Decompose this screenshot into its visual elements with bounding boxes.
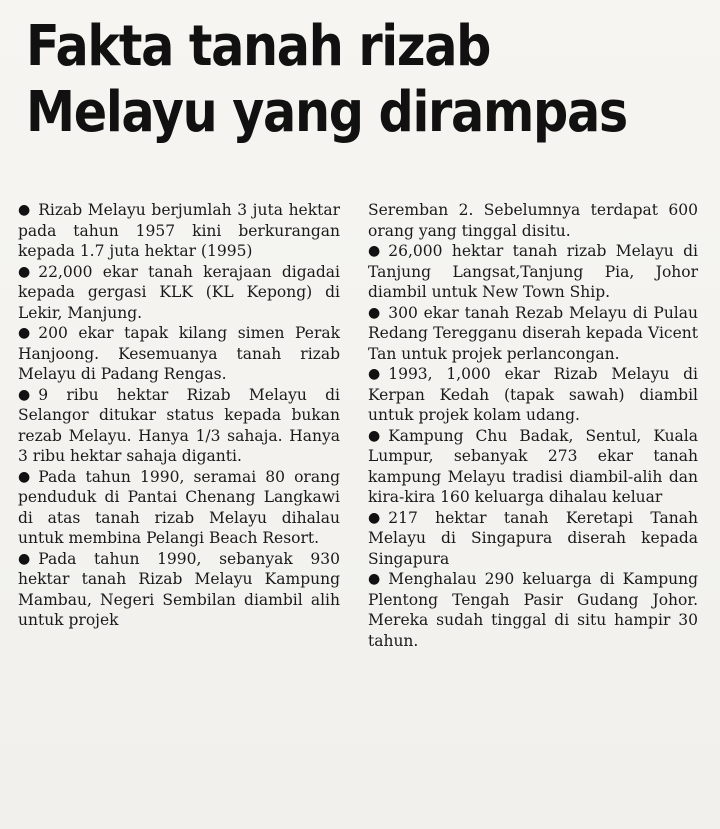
fact-item	[368, 241, 698, 303]
left-column	[18, 200, 340, 631]
fact-item	[18, 200, 340, 262]
fact-text: Pada tahun 1990, sebanyak 930 hektar tanah Rizab Melayu Kampung Mambau, Negeri Sembilan diambil alih untuk projek	[18, 549, 340, 629]
headline-line-1: Fakta tanah rizab	[26, 14, 491, 79]
bullet-icon: ●	[368, 304, 381, 321]
fact-item	[368, 303, 698, 365]
fact-text: Rizab Melayu berjumlah 3 juta hektar pada tahun 1957 kini berkurangan kepada 1.7 juta hektar (1995)	[18, 201, 340, 260]
bullet-icon: ●	[368, 509, 381, 526]
fact-text: Pada tahun 1990, seramai 80 orang penduduk di Pantai Chenang Langkawi di atas tanah rizab Melayu dihalau untuk membina Pelangi Beach Resort.	[18, 467, 340, 547]
continued-text: Seremban 2. Sebelumnya terdapat 600 orang yang tinggal disitu.	[368, 201, 698, 240]
fact-text: 200 ekar tapak kilang simen Perak Hanjoong. Kesemuanya tanah rizab Melayu di Padang Rengas.	[18, 324, 340, 383]
fact-text: 300 ekar tanah Rezab Melayu di Pulau Redang Teregganu diserah kepada Vicent Tan untuk projek perlancongan.	[368, 303, 698, 363]
fact-item	[368, 569, 698, 651]
bullet-icon: ●	[368, 571, 381, 587]
fact-item	[18, 323, 340, 385]
headline-line-2: Melayu yang dirampas	[26, 80, 627, 145]
bullet-icon: ●	[18, 202, 31, 218]
fact-item	[18, 549, 340, 631]
fact-text: 26,000 hektar tanah rizab Melayu di Tanjung Langsat,Tanjung Pia, Johor diambil untuk New Town Ship.	[368, 242, 698, 301]
right-column	[368, 200, 698, 651]
fact-item	[368, 508, 698, 570]
bullet-icon: ●	[18, 550, 31, 567]
fact-text: 1993, 1,000 ekar Rizab Melayu di Kerpan Kedah (tapak sawah) diambil untuk projek kolam udang.	[368, 365, 698, 424]
fact-item	[18, 467, 340, 549]
fact-text: Menghalau 290 keluarga di Kampung Plentong Tengah Pasir Gudang Johor. Mereka sudah tinggal di situ hampir 30 tahun.	[368, 570, 698, 650]
bullet-icon: ●	[368, 427, 381, 444]
fact-text: 9 ribu hektar Rizab Melayu di Selangor ditukar status kepada bukan rezab Melayu. Hanya 1/3 sahaja. Hanya 3 ribu hektar sahaja diganti.	[18, 385, 340, 465]
fact-item	[18, 385, 340, 467]
fact-item	[368, 426, 698, 508]
bullet-icon: ●	[368, 366, 381, 382]
bullet-icon: ●	[18, 386, 31, 403]
bullet-icon: ●	[18, 325, 31, 341]
article-body	[18, 200, 708, 818]
fact-text: 22,000 ekar tanah kerajaan digadai kepada gergasi KLK (KL Kepong) di Lekir, Manjung.	[18, 262, 340, 322]
fact-item	[18, 262, 340, 324]
bullet-icon: ●	[18, 468, 31, 485]
bullet-icon: ●	[18, 263, 31, 280]
fact-item	[368, 364, 698, 426]
bullet-icon: ●	[368, 243, 381, 259]
fact-text: Kampung Chu Badak, Sentul, Kuala Lumpur, sebanyak 273 ekar tanah kampung Melayu tradisi diambil-alih dan kira-kira 160 keluarga dihalau keluar	[368, 426, 698, 506]
fact-text: 217 hektar tanah Keretapi Tanah Melayu di Singapura diserah kepada Singapura	[368, 508, 698, 568]
headline	[26, 14, 627, 146]
